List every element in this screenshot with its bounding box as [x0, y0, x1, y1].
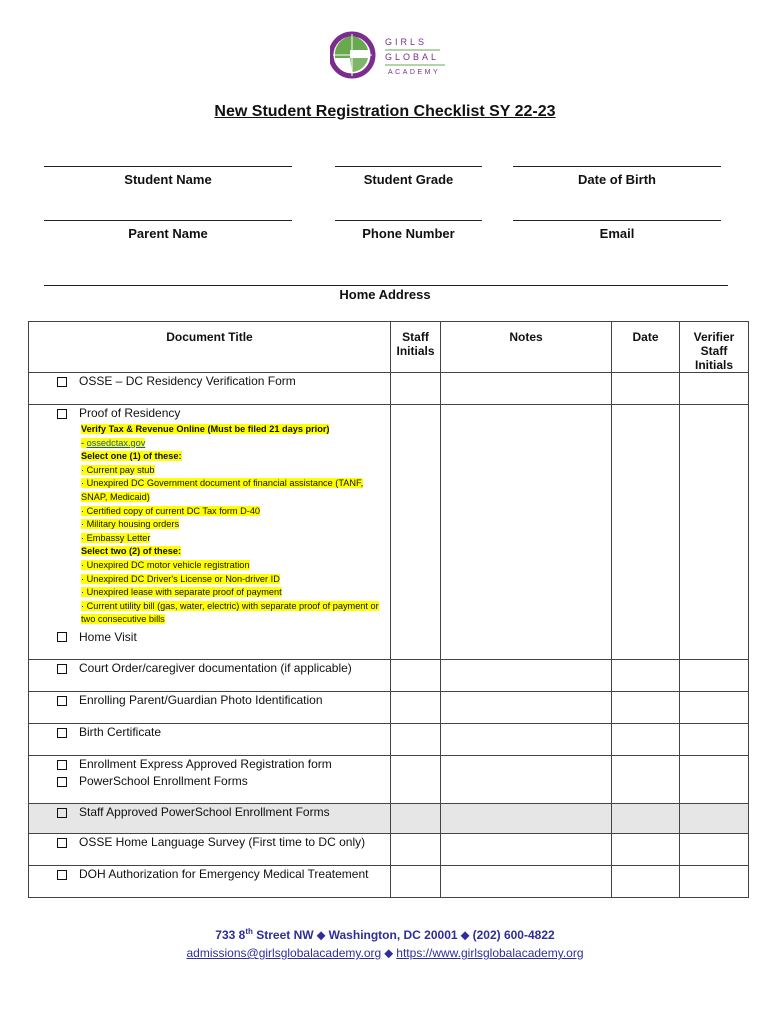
verifier-cell[interactable] — [680, 834, 749, 866]
staff-initials-cell[interactable] — [391, 724, 441, 756]
school-logo — [330, 28, 460, 84]
phone-number-field[interactable] — [335, 220, 482, 241]
staff-initials-cell[interactable] — [391, 834, 441, 866]
header-date: Date — [612, 322, 680, 373]
row-label: Staff Approved PowerSchool Enrollment Forms — [79, 805, 330, 819]
row-label: Proof of Residency — [79, 406, 181, 420]
date-cell[interactable] — [612, 834, 680, 866]
header-staff-initials — [391, 322, 441, 373]
row-label: Birth Certificate — [79, 725, 162, 739]
table-row — [29, 756, 749, 804]
list-item: · Certified copy of current DC Tax form D-40 — [81, 505, 261, 516]
date-of-birth-label: Date of Birth — [578, 172, 656, 187]
table-row — [29, 660, 749, 692]
staff-initials-cell[interactable] — [391, 804, 441, 834]
list-item: · Unexpired DC Driver's License or Non-driver ID — [81, 573, 280, 584]
address-sup: th — [245, 927, 253, 936]
staff-initials-cell[interactable] — [391, 405, 441, 660]
list-item: · Unexpired DC motor vehicle registration — [81, 559, 250, 570]
tax-link-prefix: - — [81, 437, 87, 448]
notes-cell[interactable] — [441, 804, 612, 834]
row-label: Court Order/caregiver documentation (if applicable) — [79, 661, 352, 675]
footer-separator: ⬥ — [381, 946, 397, 960]
notes-cell[interactable] — [441, 866, 612, 898]
student-grade-field[interactable] — [335, 166, 482, 187]
table-row — [29, 804, 749, 834]
checkbox[interactable] — [57, 808, 67, 818]
staff-initials-cell[interactable] — [391, 756, 441, 804]
address-post: Street NW ⬥ Washington, DC 20001 ⬥ (202) 600-4822 — [252, 928, 555, 942]
table-row — [29, 866, 749, 898]
verifier-cell[interactable] — [680, 692, 749, 724]
verifier-cell[interactable] — [680, 866, 749, 898]
page-title: New Student Registration Checklist SY 22-23 — [214, 103, 556, 120]
date-cell[interactable] — [612, 405, 680, 660]
header-staff-line1: Staff — [402, 330, 429, 344]
checkbox[interactable] — [57, 696, 67, 706]
list-item: · Unexpired lease with separate proof of payment — [81, 587, 282, 598]
row-label: OSSE Home Language Survey (First time to DC only) — [79, 835, 366, 849]
table-row — [29, 373, 749, 405]
table-row — [29, 405, 749, 660]
row-label: Home Visit — [79, 629, 137, 644]
date-cell[interactable] — [612, 692, 680, 724]
date-cell[interactable] — [612, 804, 680, 834]
checkbox[interactable] — [57, 409, 67, 419]
list-item: · Embassy Letter — [81, 532, 151, 543]
verifier-cell[interactable] — [680, 724, 749, 756]
website-link[interactable]: https://www.girlsglobalacademy.org — [396, 946, 584, 960]
checkbox[interactable] — [57, 632, 67, 642]
logo-line1: GIRLS — [385, 37, 428, 47]
select-one-heading: Select one (1) of these: — [81, 451, 182, 462]
list-item: · Current pay stub — [81, 464, 155, 475]
checkbox[interactable] — [57, 870, 67, 880]
checkbox[interactable] — [57, 777, 67, 787]
address-pre: 733 8 — [215, 928, 246, 942]
date-cell[interactable] — [612, 724, 680, 756]
row-label: DOH Authorization for Emergency Medical Treatement — [79, 867, 369, 881]
logo-line2: GLOBAL — [385, 52, 440, 62]
notes-cell[interactable] — [441, 692, 612, 724]
table-row — [29, 692, 749, 724]
email-field[interactable] — [513, 220, 721, 241]
row-label: OSSE – DC Residency Verification Form — [79, 374, 296, 388]
home-address-field[interactable] — [44, 285, 728, 286]
notes-cell[interactable] — [441, 756, 612, 804]
email-label: Email — [599, 226, 635, 241]
staff-initials-cell[interactable] — [391, 866, 441, 898]
globe-logo-icon — [330, 28, 460, 84]
list-item: · Current utility bill (gas, water, electric) with separate proof of payment or two consecutive bills — [81, 600, 379, 625]
notes-cell[interactable] — [441, 834, 612, 866]
notes-cell[interactable] — [441, 373, 612, 405]
checkbox[interactable] — [57, 377, 67, 387]
admissions-email-link[interactable]: admissions@girlsglobalacademy.org — [186, 946, 382, 960]
checklist-table — [28, 321, 749, 898]
date-cell[interactable] — [612, 660, 680, 692]
tax-link[interactable]: ossedctax.gov — [86, 437, 146, 448]
header-verifier-line1: Verifier Staff — [693, 330, 735, 358]
list-item: · Unexpired DC Government document of financial assistance (TANF, SNAP, Medicaid) — [81, 478, 364, 502]
student-name-label: Student Name — [124, 172, 212, 187]
verifier-cell[interactable] — [680, 405, 749, 660]
verifier-cell[interactable] — [680, 660, 749, 692]
home-address-label: Home Address — [339, 287, 431, 302]
notes-cell[interactable] — [441, 405, 612, 660]
header-notes: Notes — [441, 322, 612, 373]
date-cell[interactable] — [612, 866, 680, 898]
header-verifier — [680, 322, 749, 373]
verifier-cell[interactable] — [680, 804, 749, 834]
phone-number-label: Phone Number — [362, 226, 455, 241]
footer-address — [0, 923, 770, 944]
header-verifier-line2: Initials — [694, 358, 733, 372]
date-cell[interactable] — [612, 373, 680, 405]
checkbox[interactable] — [57, 664, 67, 674]
checkbox[interactable] — [57, 760, 67, 770]
verifier-cell[interactable] — [680, 373, 749, 405]
checkbox[interactable] — [57, 838, 67, 848]
table-row — [29, 724, 749, 756]
notes-cell[interactable] — [441, 724, 612, 756]
parent-name-field[interactable] — [44, 220, 292, 241]
date-cell[interactable] — [612, 756, 680, 804]
table-header-row — [29, 322, 749, 373]
staff-initials-cell[interactable] — [391, 660, 441, 692]
date-of-birth-field[interactable] — [513, 166, 721, 187]
header-document-title: Document Title — [29, 322, 391, 373]
select-two-heading: Select two (2) of these: — [81, 546, 182, 557]
staff-initials-cell[interactable] — [391, 373, 441, 405]
residency-details — [29, 423, 390, 627]
footer-links — [0, 944, 770, 962]
staff-initials-cell[interactable] — [391, 692, 441, 724]
table-row — [29, 834, 749, 866]
logo-line3: ACADEMY — [388, 69, 441, 76]
notes-cell[interactable] — [441, 660, 612, 692]
verify-tax-note: Verify Tax & Revenue Online (Must be filed 21 days prior) — [81, 424, 330, 434]
row-label: Enrollment Express Approved Registration form — [79, 757, 332, 771]
checkbox[interactable] — [57, 728, 67, 738]
list-item: · Military housing orders — [81, 519, 180, 530]
row-label: Enrolling Parent/Guardian Photo Identification — [79, 693, 323, 707]
student-name-field[interactable] — [44, 166, 292, 187]
student-grade-label: Student Grade — [363, 172, 454, 187]
footer — [0, 923, 770, 962]
row-label: PowerSchool Enrollment Forms — [79, 774, 248, 788]
verifier-cell[interactable] — [680, 756, 749, 804]
parent-name-label: Parent Name — [128, 226, 208, 241]
header-staff-line2: Initials — [396, 344, 435, 358]
